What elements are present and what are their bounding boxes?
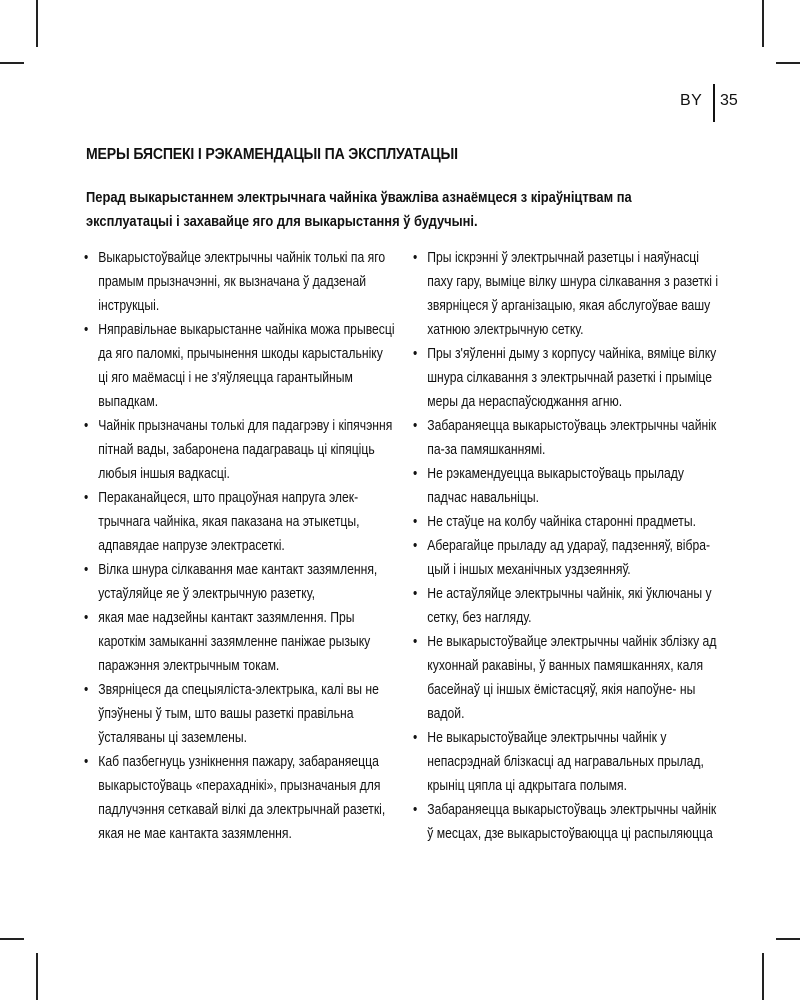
list-item: • Не астаўляйце электрычны чайнік, які ўключаны у сетку, без нагляду.: [413, 582, 725, 630]
list-item: • Не выкарыстоўвайце электрычны чайнік зблізку ад кухоннай ракавіны, ў ванных памяшканнях, каля басейнаў ці іншых ёмістасцяў, якія напоўне- ны вадой.: [413, 630, 725, 726]
crop-mark-bottom-right: [762, 953, 764, 1000]
crop-mark-bottom-left-h: [0, 938, 24, 940]
list-item: • Чайнік прызначаны толькі для падагрэву і кіпячэння пітнай вады, забаронена падаграваць ці кіпяціць любыя іншыя вадкасці.: [84, 414, 395, 486]
crop-mark-top-right-h: [776, 62, 800, 64]
list-item: • Не выкарыстоўвайце электрычны чайнік у непасрэднай блізкасці ад награвальных прылад, крыніц цяпла ці адкрытага полымя.: [413, 726, 725, 798]
header-divider: [713, 84, 715, 122]
list-item: • Пераканайцеся, што працоўная напруга элек- трычнага чайніка, якая паказана на этыкетцы, адпавядае напрузе электрасеткі.: [84, 486, 395, 558]
left-column-list: [84, 246, 395, 846]
list-item: • Звярніцеся да спецыяліста-электрыка, калі вы не ўпэўнены ў тым, што вашы разеткі правільна ўсталяваны ці заземлены.: [84, 678, 395, 750]
list-item: • Вілка шнура сілкавання мае кантакт зазямлення, устаўляйце яе ў электрычную разетку,: [84, 558, 395, 606]
list-item: • якая мае надзейны кантакт зазямлення. Пры кароткім замыканні зазямленне паніжае рызыку паражэння электрычным токам.: [84, 606, 395, 678]
list-item: • Не рэкамендуецца выкарыстоўваць прыладу падчас навальніцы.: [413, 462, 725, 510]
list-item: • Пры іскрэнні ў электрычнай разетцы і наяўнасці паху гару, выміце вілку шнура сілкавання з разеткі і звярніцеся ў арганізацыю, якая абслугоўвае вашу хатнюю электрычную сетку.: [413, 246, 725, 342]
right-column-list: [413, 246, 725, 846]
crop-mark-top-left-h: [0, 62, 24, 64]
crop-mark-top-right: [762, 0, 764, 47]
section-title: МЕРЫ БЯСПЕКІ І РЭКАМЕНДАЦЫІ ПА ЭКСПЛУАТАЦЫІ: [86, 146, 458, 163]
list-item: • Выкарыстоўвайце электрычны чайнік толькі па яго прамым прызначэнні, як вызначана ў дадзенай інструкцыі.: [84, 246, 395, 318]
list-item: • Аберагайце прыладу ад удараў, падзенняў, вібра- цый і іншых механічных уздзеянняў.: [413, 534, 725, 582]
crop-mark-bottom-right-h: [776, 938, 800, 940]
list-item: • Пры з'яўленні дыму з корпусу чайніка, вяміце вілку шнура сілкавання з электрычнай разеткі і прыміце меры да нераспаўсюджання агню.: [413, 342, 725, 414]
page-number: 35: [720, 92, 738, 109]
list-item: • Не стаўце на колбу чайніка старонні прадметы.: [413, 510, 725, 534]
intro-paragraph: Перад выкарыстаннем электрычнага чайніка ўважліва азнаёмцеся з кіраўніцтвам па эксплуатацыі і захавайце яго для выкарыстання ў будучыні.: [86, 189, 632, 230]
crop-mark-bottom-left: [36, 953, 38, 1000]
list-item: • Забараняецца выкарыстоўваць электрычны чайнік ў месцах, дзе выкарыстоўваюцца ці распыляюцца: [413, 798, 725, 846]
list-item: • Каб пазбегнуць узнікнення пажару, забараняецца выкарыстоўваць «перахаднікі», прызначаныя для падлучэння сеткавай вілкі да электрычнай разеткі, якая не мае кантакта зазямлення.: [84, 750, 395, 846]
crop-mark-top-left: [36, 0, 38, 47]
list-item: • Забараняецца выкарыстоўваць электрычны чайнік па-за памяшканнямі.: [413, 414, 725, 462]
list-item: • Няправільнае выкарыстанне чайніка можа прывесці да яго паломкі, прычынення шкоды карыстальніку ці яго маёмасці і не з'яўляецца гарантыйным выпадкам.: [84, 318, 395, 414]
language-code: BY: [680, 92, 703, 109]
